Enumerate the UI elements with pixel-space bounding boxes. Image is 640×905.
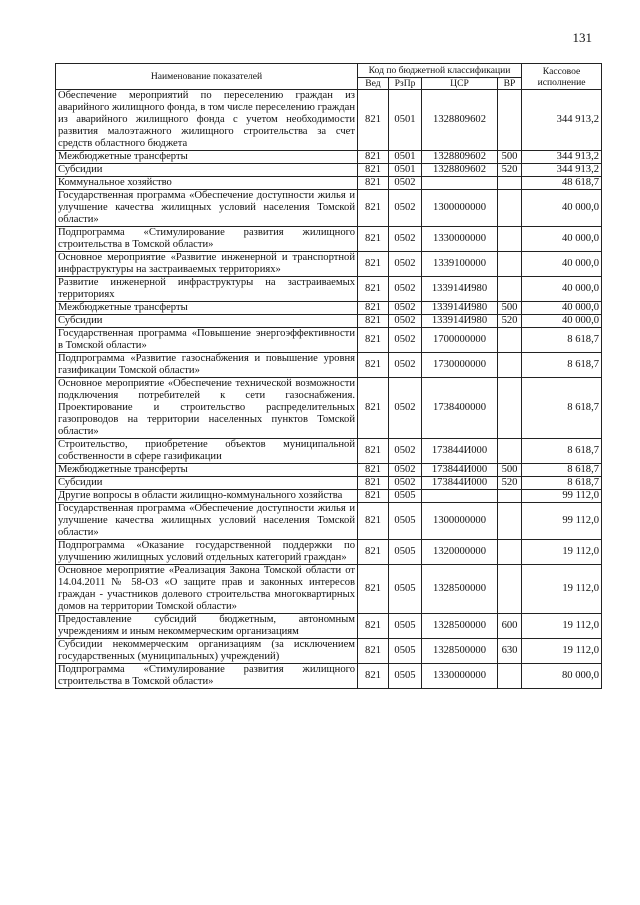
row-amount: 8 618,7 [522,378,602,439]
row-name: Государственная программа «Повышение энергоэффективности в Томской области» [56,328,358,353]
row-vr [498,90,522,151]
row-ved: 821 [358,503,389,540]
header-vr: ВР [498,78,522,90]
row-rzpr: 0505 [389,614,422,639]
row-vr: 500 [498,302,522,315]
row-ved: 821 [358,90,389,151]
row-vr [498,328,522,353]
row-vr: 600 [498,614,522,639]
row-csr: 1330000000 [422,664,498,689]
table-row [56,540,602,565]
row-vr: 520 [498,315,522,328]
row-csr: 1330000000 [422,227,498,252]
row-ved: 821 [358,378,389,439]
row-name: Подпрограмма «Оказание государственной поддержки по улучшению жилищных условий отдельных категорий граждан» [56,540,358,565]
row-rzpr: 0502 [389,177,422,190]
row-amount: 99 112,0 [522,503,602,540]
row-ved: 821 [358,439,389,464]
table-row [56,252,602,277]
table-row [56,302,602,315]
row-rzpr: 0502 [389,302,422,315]
row-ved: 821 [358,614,389,639]
row-amount: 19 112,0 [522,639,602,664]
row-csr: 1328500000 [422,614,498,639]
row-rzpr: 0501 [389,164,422,177]
row-vr [498,439,522,464]
row-amount: 344 913,2 [522,164,602,177]
row-vr [498,565,522,614]
row-rzpr: 0505 [389,540,422,565]
table-row [56,227,602,252]
row-csr: 1328809602 [422,151,498,164]
row-rzpr: 0502 [389,464,422,477]
row-vr [498,252,522,277]
row-name: Развитие инженерной инфраструктуры на застраиваемых территориях [56,277,358,302]
row-rzpr: 0502 [389,378,422,439]
row-rzpr: 0502 [389,328,422,353]
row-csr: 1339100000 [422,252,498,277]
row-ved: 821 [358,277,389,302]
row-csr: 173844И000 [422,464,498,477]
row-amount: 8 618,7 [522,328,602,353]
row-csr [422,177,498,190]
row-name: Государственная программа «Обеспечение доступности жилья и улучшение качества жилищных условий населения Томской области» [56,190,358,227]
table-row [56,151,602,164]
row-name: Строительство, приобретение объектов муниципальной собственности в сфере газификации [56,439,358,464]
header-csr: ЦСР [422,78,498,90]
row-name: Основное мероприятие «Реализация Закона Томской области от 14.04.2011 № 58-ОЗ «О защите прав и законных интересов граждан - участников долевого строительства многоквартирных домов на территории Томской области» [56,565,358,614]
row-rzpr: 0505 [389,490,422,503]
row-vr [498,503,522,540]
row-ved: 821 [358,252,389,277]
table-row [56,490,602,503]
row-ved: 821 [358,565,389,614]
table-row [56,190,602,227]
row-vr [498,177,522,190]
row-ved: 821 [358,164,389,177]
row-ved: 821 [358,302,389,315]
row-amount: 19 112,0 [522,565,602,614]
row-csr: 133914И980 [422,277,498,302]
row-ved: 821 [358,177,389,190]
row-amount: 8 618,7 [522,439,602,464]
row-csr: 133914И980 [422,315,498,328]
row-name: Подпрограмма «Стимулирование развития жилищного строительства в Томской области» [56,664,358,689]
row-name: Обеспечение мероприятий по переселению граждан из аварийного жилищного фонда, в том числе переселению граждан из аварийного жилищного фонда с учетом необходимости развития малоэтажного жилищного строительства за счет средств областного бюджета [56,90,358,151]
row-name: Подпрограмма «Стимулирование развития жилищного строительства в Томской области» [56,227,358,252]
table-row [56,639,602,664]
row-csr: 1738400000 [422,378,498,439]
row-vr [498,190,522,227]
row-ved: 821 [358,664,389,689]
row-name: Субсидии [56,315,358,328]
row-rzpr: 0502 [389,277,422,302]
row-rzpr: 0502 [389,477,422,490]
row-amount: 8 618,7 [522,464,602,477]
row-csr [422,490,498,503]
row-ved: 821 [358,639,389,664]
row-csr: 1730000000 [422,353,498,378]
row-vr [498,664,522,689]
row-name: Межбюджетные трансферты [56,464,358,477]
table-row [56,328,602,353]
row-csr: 173844И000 [422,439,498,464]
row-rzpr: 0502 [389,353,422,378]
row-vr [498,490,522,503]
row-name: Подпрограмма «Развитие газоснабжения и повышение уровня газификации Томской области» [56,353,358,378]
row-vr: 630 [498,639,522,664]
row-vr [498,540,522,565]
row-name: Субсидии некоммерческим организациям (за исключением государственных (муниципальных) учреждений) [56,639,358,664]
row-name: Коммунальное хозяйство [56,177,358,190]
row-ved: 821 [358,190,389,227]
header-ved: Вед [358,78,389,90]
table-header [56,64,602,90]
row-vr [498,353,522,378]
row-vr [498,378,522,439]
row-amount: 40 000,0 [522,315,602,328]
header-classification: Код по бюджетной классификации [358,64,522,78]
page-number: 131 [572,30,592,45]
row-amount: 19 112,0 [522,540,602,565]
row-name: Другие вопросы в области жилищно-коммунального хозяйства [56,490,358,503]
row-amount: 48 618,7 [522,177,602,190]
table-row [56,315,602,328]
table-row [56,664,602,689]
row-rzpr: 0502 [389,227,422,252]
table-row [56,378,602,439]
row-amount: 344 913,2 [522,151,602,164]
table-row [56,353,602,378]
row-rzpr: 0502 [389,315,422,328]
table-row [56,277,602,302]
row-csr: 133914И980 [422,302,498,315]
row-csr: 1328809602 [422,164,498,177]
row-csr: 1320000000 [422,540,498,565]
row-amount: 8 618,7 [522,353,602,378]
budget-table [55,63,602,689]
row-csr: 1328500000 [422,639,498,664]
row-name: Субсидии [56,164,358,177]
row-ved: 821 [358,353,389,378]
row-csr: 1328809602 [422,90,498,151]
row-rzpr: 0501 [389,90,422,151]
row-vr [498,227,522,252]
table-row [56,177,602,190]
row-amount: 80 000,0 [522,664,602,689]
row-ved: 821 [358,328,389,353]
row-vr: 520 [498,164,522,177]
table-row [56,439,602,464]
row-vr: 500 [498,151,522,164]
row-rzpr: 0501 [389,151,422,164]
table-row [56,503,602,540]
table-row [56,164,602,177]
row-amount: 19 112,0 [522,614,602,639]
row-ved: 821 [358,464,389,477]
row-amount: 40 000,0 [522,302,602,315]
row-rzpr: 0505 [389,503,422,540]
row-name: Предоставление субсидий бюджетным, автономным учреждениям и иным некоммерческим организациям [56,614,358,639]
row-name: Межбюджетные трансферты [56,151,358,164]
row-csr: 1300000000 [422,503,498,540]
row-amount: 40 000,0 [522,252,602,277]
table-row [56,565,602,614]
row-csr: 173844И000 [422,477,498,490]
table-row [56,464,602,477]
row-name: Государственная программа «Обеспечение доступности жилья и улучшение качества жилищных условий населения Томской области» [56,503,358,540]
row-csr: 1300000000 [422,190,498,227]
row-rzpr: 0505 [389,565,422,614]
row-vr [498,277,522,302]
row-rzpr: 0505 [389,639,422,664]
row-name: Межбюджетные трансферты [56,302,358,315]
row-rzpr: 0502 [389,439,422,464]
header-rzpr: РзПр [389,78,422,90]
row-name: Основное мероприятие «Развитие инженерной и транспортной инфраструктуры на застраиваемых территориях» [56,252,358,277]
header-amount: Кассовое исполнение [522,64,602,90]
row-csr: 1700000000 [422,328,498,353]
row-ved: 821 [358,490,389,503]
row-rzpr: 0505 [389,664,422,689]
row-vr: 520 [498,477,522,490]
row-ved: 821 [358,151,389,164]
row-csr: 1328500000 [422,565,498,614]
table-row [56,614,602,639]
row-amount: 40 000,0 [522,277,602,302]
row-amount: 40 000,0 [522,190,602,227]
row-name: Основное мероприятие «Обеспечение технической возможности подключения потребителей к сети газоснабжения. Проектирование и строительство распределительных газопроводов на территории населенных пунктов Томской области» [56,378,358,439]
table-row [56,90,602,151]
row-amount: 8 618,7 [522,477,602,490]
row-amount: 40 000,0 [522,227,602,252]
table-body [56,90,602,689]
row-ved: 821 [358,477,389,490]
row-ved: 821 [358,227,389,252]
row-ved: 821 [358,540,389,565]
header-name: Наименование показателей [56,64,358,90]
row-name: Субсидии [56,477,358,490]
row-vr: 500 [498,464,522,477]
row-amount: 99 112,0 [522,490,602,503]
table-row [56,477,602,490]
row-amount: 344 913,2 [522,90,602,151]
row-ved: 821 [358,315,389,328]
row-rzpr: 0502 [389,252,422,277]
row-rzpr: 0502 [389,190,422,227]
